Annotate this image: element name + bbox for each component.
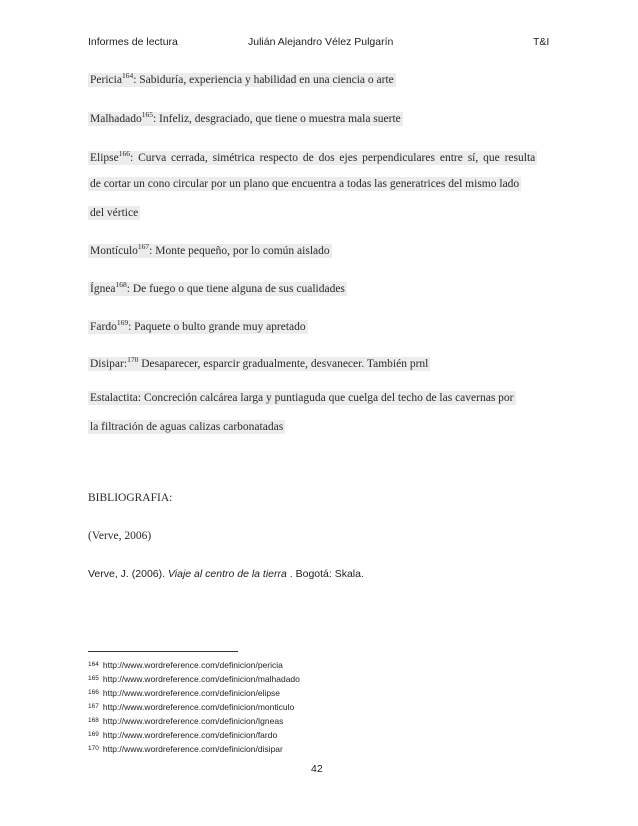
- entry-term: Pericia: [90, 74, 122, 86]
- entry-term: Elipse: [90, 152, 119, 164]
- entry-malhadado: [88, 110, 403, 125]
- entry-term: Montículo: [90, 245, 138, 257]
- header-left: Informes de lectura: [88, 36, 178, 48]
- footnote-ref[interactable]: 164: [121, 71, 134, 80]
- entry-definition: : Sabiduría, experiencia y habilidad en una ciencia o arte: [133, 74, 394, 86]
- entry-definition-line: del vértice: [90, 207, 139, 219]
- footnote: [88, 730, 277, 740]
- entry-definition: Desaparecer, esparcir gradualmente, desvanecer. También prnl: [138, 358, 429, 370]
- footnote-number: 164: [88, 661, 99, 668]
- entry-term: Disipar:: [90, 358, 128, 370]
- entry-definition: : Paquete o bulto grande muy apretado: [128, 321, 306, 333]
- bibliography-citation: (Verve, 2006): [88, 530, 152, 542]
- entry-definition-line: : Curva cerrada, simétrica respecto de dos ejes perpendiculares entre sí, que resulta: [130, 152, 536, 164]
- footnote: [88, 660, 283, 670]
- footnote-ref[interactable]: 168: [115, 280, 127, 289]
- reference-author-year: Verve, J. (2006).: [88, 568, 168, 580]
- footnote-number: 165: [88, 675, 99, 682]
- entry-term: Estalactita: [90, 392, 138, 404]
- footnote-ref[interactable]: 167: [137, 242, 150, 251]
- footnote-link[interactable]: http://www.wordreference.com/definicion/disipar: [102, 744, 283, 754]
- entry-elipse: [88, 149, 537, 164]
- reference-title: Viaje al centro de la tierra: [167, 568, 287, 580]
- footnote-link[interactable]: http://www.wordreference.com/definicion/malhadado: [102, 674, 300, 684]
- entry-estalactita-cont: [88, 421, 285, 433]
- header-right: T&I: [533, 36, 550, 48]
- entry-definition: : De fuego o que tiene alguna de sus cualidades: [126, 283, 345, 295]
- footnote-ref[interactable]: 165: [141, 110, 153, 119]
- footnote-link[interactable]: http://www.wordreference.com/definicion/Igneas: [102, 716, 284, 726]
- bibliography-reference: [88, 568, 364, 580]
- footnote-link[interactable]: http://www.wordreference.com/definicion/elipse: [102, 688, 281, 698]
- entry-term: Fardo: [90, 321, 117, 333]
- entry-disipar: [88, 355, 430, 370]
- footnote: [88, 688, 280, 698]
- footnote: [88, 716, 283, 726]
- entry-elipse-cont: [88, 178, 521, 190]
- entry-term: Malhadado: [90, 113, 142, 125]
- footnote-ref[interactable]: 166: [118, 149, 130, 158]
- entry-pericia: [88, 71, 396, 86]
- reference-publisher: . Bogotá: Skala.: [286, 568, 364, 580]
- entry-definition-line: de cortar un cono circular por un plano que encuentra a todas las generatrices del mismo lado: [90, 178, 520, 190]
- page-number: 42: [311, 763, 323, 775]
- entry-definition-line: la filtración de aguas calizas carbonatadas: [90, 421, 284, 433]
- footnote-number: 168: [88, 717, 99, 724]
- footnote-separator: [88, 651, 238, 652]
- footnote: [88, 744, 283, 754]
- entry-definition: : Infeliz, desgraciado, que tiene o muestra mala suerte: [152, 113, 401, 125]
- entry-fardo: [88, 318, 308, 333]
- footnote-number: 170: [88, 745, 99, 752]
- footnote-number: 166: [88, 689, 99, 696]
- footnote: [88, 702, 294, 712]
- footnote-number: 167: [88, 703, 99, 710]
- footnote: [88, 674, 300, 684]
- header-author: Julián Alejandro Vélez Pulgarín: [248, 36, 394, 48]
- entry-term: Ígnea: [90, 283, 116, 295]
- footnote-number: 169: [88, 731, 99, 738]
- entry-monticulo: [88, 242, 332, 257]
- entry-estalactita: [88, 392, 516, 404]
- entry-definition-line: : Concreción calcárea larga y puntiaguda que cuelga del techo de las cavernas por: [137, 392, 514, 404]
- footnote-ref[interactable]: 169: [116, 318, 129, 327]
- entry-elipse-cont: [88, 207, 140, 219]
- footnote-link[interactable]: http://www.wordreference.com/definicion/fardo: [102, 730, 278, 740]
- entry-definition: : Monte pequeño, por lo común aislado: [149, 245, 330, 257]
- bibliography-heading: BIBLIOGRAFIA:: [88, 492, 173, 504]
- footnote-ref[interactable]: 170: [127, 355, 139, 364]
- footnote-link[interactable]: http://www.wordreference.com/definicion/monticulo: [102, 702, 295, 712]
- footnote-link[interactable]: http://www.wordreference.com/definicion/pericia: [102, 660, 283, 670]
- entry-ignea: [88, 280, 347, 295]
